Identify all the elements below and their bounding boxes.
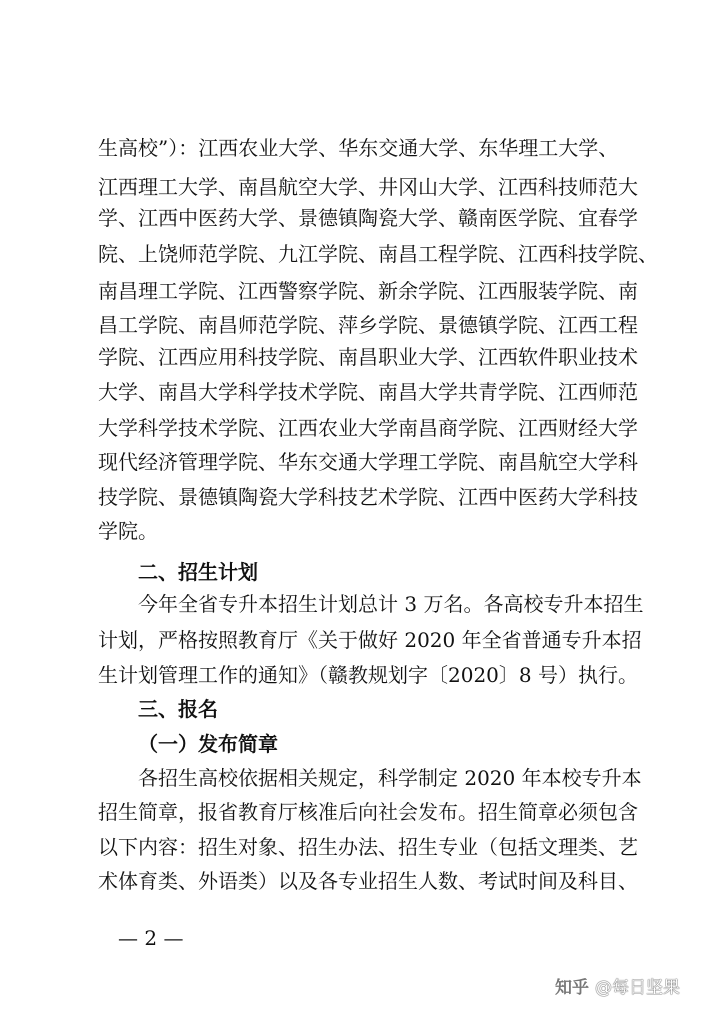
section-heading: 二、招生计划 <box>138 560 258 584</box>
watermark <box>555 972 680 998</box>
paragraph-line: 各招生高校依据相关规定，科学制定 2020 年本校专升本 <box>138 766 642 790</box>
paragraph-line: 大学科学技术学院、江西农业大学南昌商学院、江西财经大学 <box>98 416 638 440</box>
paragraph-line: 学院。 <box>98 519 158 543</box>
paragraph-line: 现代经济管理学院、华东交通大学理工学院、南昌航空大学科 <box>98 450 638 474</box>
paragraph-line: 南昌理工学院、江西警察学院、新余学院、江西服装学院、南 <box>98 279 638 303</box>
paragraph-line: 昌工学院、南昌师范学院、萍乡学院、景德镇学院、江西工程 <box>98 313 638 337</box>
paragraph-line: 生计划管理工作的通知》（赣教规划字〔2020〕8 号）执行。 <box>98 663 638 687</box>
page-number: — 2 — <box>118 926 184 950</box>
paragraph-line: 计划，严格按照教育厅《关于做好 2020 年全省普通专升本招 <box>98 628 642 652</box>
paragraph-line: 大学、南昌大学科学技术学院、南昌大学共青学院、江西师范 <box>98 380 638 404</box>
paragraph-line: 以下内容：招生对象、招生办法、招生专业（包括文理类、艺 <box>98 835 638 859</box>
section-heading: 三、报名 <box>138 697 218 721</box>
watermark-brand: 知乎 <box>555 977 589 998</box>
paragraph-line: 院、上饶师范学院、九江学院、南昌工程学院、江西科技学院、 <box>98 242 658 266</box>
paragraph-line: 学、江西中医药大学、景德镇陶瓷大学、赣南医学院、宜春学 <box>98 206 638 230</box>
paragraph-line: 江西理工大学、南昌航空大学、井冈山大学、江西科技师范大 <box>98 175 638 199</box>
paragraph-line: 术体育类、外语类）以及各专业招生人数、考试时间及科目、 <box>98 869 638 893</box>
subsection-heading: （一）发布简章 <box>138 732 278 756</box>
paragraph-line: 招生简章，报省教育厅核准后向社会发布。招生简章必须包含 <box>98 800 638 824</box>
paragraph-line: 今年全省专升本招生计划总计 3 万名。各高校专升本招生 <box>138 592 644 616</box>
watermark-user: @每日坚果 <box>595 977 680 998</box>
paragraph-line: 技学院、景德镇陶瓷大学科技艺术学院、江西中医药大学科技 <box>98 485 638 509</box>
paragraph-line: 生高校”）：江西农业大学、华东交通大学、东华理工大学、 <box>98 136 619 160</box>
paragraph-line: 学院、江西应用科技学院、南昌职业大学、江西软件职业技术 <box>98 345 638 369</box>
